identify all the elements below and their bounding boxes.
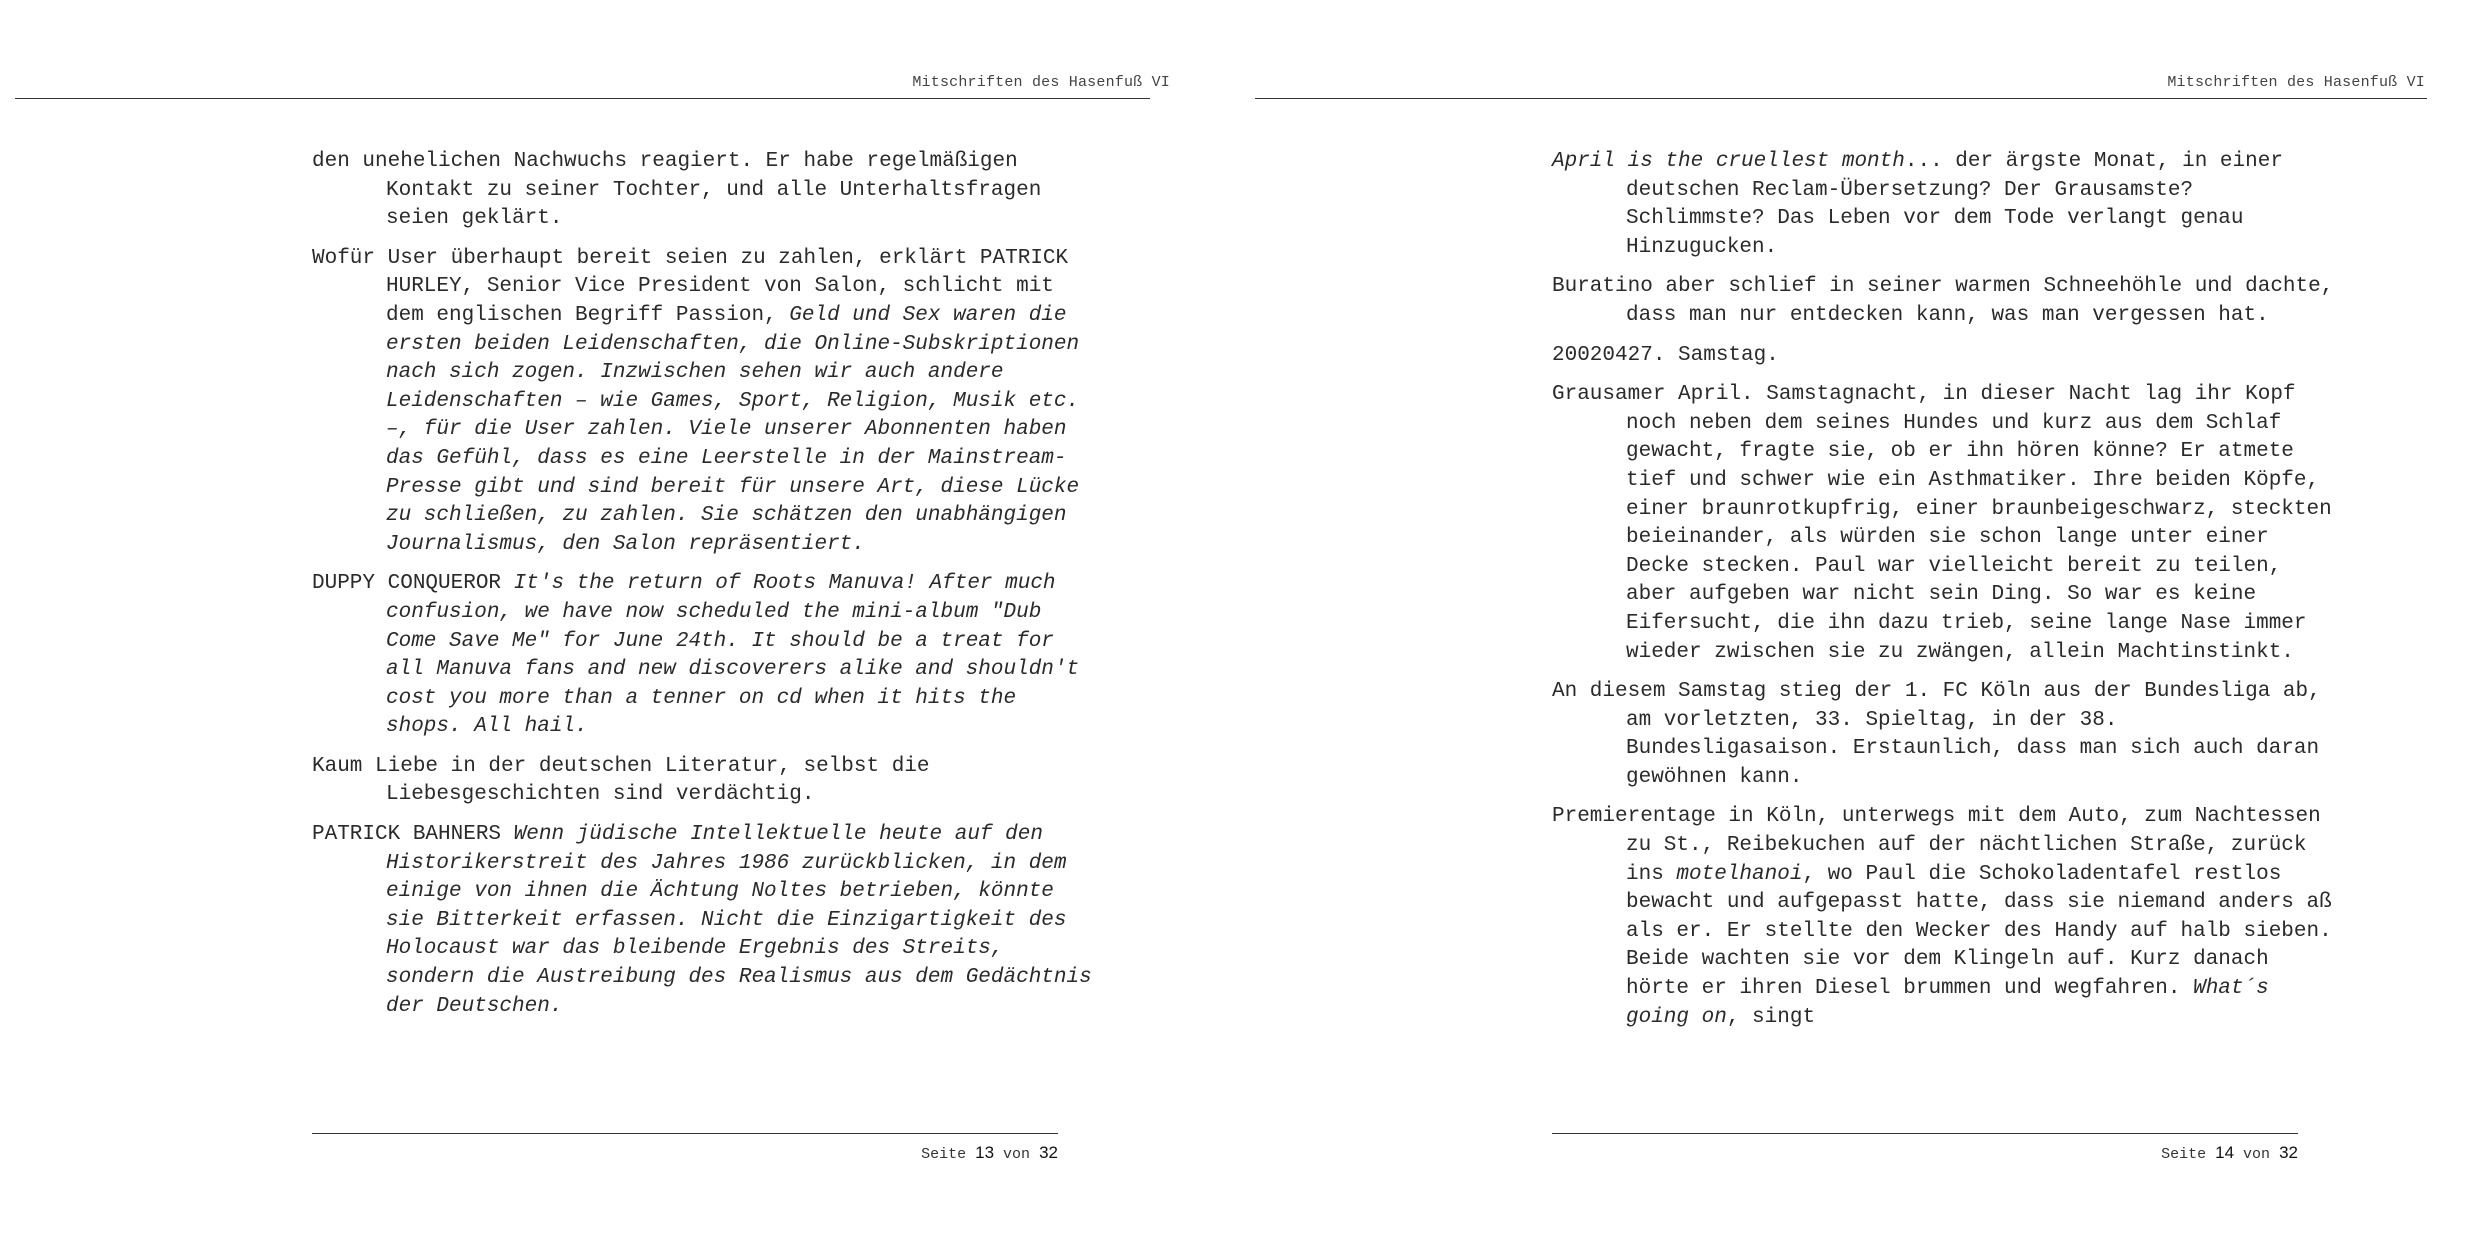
text-segment: den unehelichen Nachwuchs reagiert. Er habe regelmäßigen Kontakt zu seiner Tochter, und alle Unterhaltsfragen seien geklärt. xyxy=(312,150,1042,231)
text-segment: DUPPY CONQUEROR xyxy=(312,572,514,596)
italic-text: April is the cruellest month xyxy=(1552,150,1905,173)
footer-prefix: Seite xyxy=(2161,1146,2207,1163)
text-segment: ... der ärgste Monat, in einer deutschen Reclam-Übersetzung? Der Grausamste? Schlimmste? Das Leben vor dem Tode verlangt genau Hinzugucken. xyxy=(1626,150,2283,259)
footer-rule xyxy=(312,1133,1058,1134)
body-paragraph xyxy=(312,245,1102,560)
text-segment: 20020427. Samstag. xyxy=(1552,343,1779,367)
body-paragraph xyxy=(1552,803,2342,1032)
page-14 xyxy=(1255,0,2480,1240)
body-paragraph xyxy=(312,753,1102,810)
page-number: 14 xyxy=(2215,1143,2235,1162)
italic-text: What´s going on xyxy=(1626,977,2269,1029)
footer-rule xyxy=(1552,1133,2298,1134)
text-segment: Buratino aber schlief in seiner warmen Schneehöhle und dachte, dass man nur entdecken kann, was man vergessen hat. xyxy=(1552,275,2334,327)
body-paragraph xyxy=(1552,273,2342,330)
page-total: 32 xyxy=(1039,1143,1058,1162)
text-segment: An diesem Samstag stieg der 1. FC Köln aus der Bundesliga ab, am vorletzten, 33. Spieltag, in der 38. Bundesligasaison. Erstaunlich, dass man sich auch daran gewöhnen kann. xyxy=(1552,680,2321,789)
body-paragraph xyxy=(312,821,1102,1021)
body-paragraph xyxy=(1552,342,2342,371)
footer-prefix: Seite xyxy=(921,1146,967,1163)
italic-text: Geld und Sex waren die ersten beiden Leidenschaften, die Online-Subskriptionen nach sich zogen. Inzwischen sehen wir auch andere Leidenschaften – wie Games, Sport, Religion, Musik etc. –, für die User zahlen. Viele unserer Abonnenten haben das Gefühl, dass es eine Leerstelle in der Mainstream-Presse gibt und sind bereit für unsere Art, diese Lücke zu schließen, zu zahlen. Sie schätzen den unabhängigen Journalismus, den Salon repräsentiert. xyxy=(386,303,1080,556)
header-rule xyxy=(1255,98,2427,99)
page-total: 32 xyxy=(2279,1143,2298,1162)
page-body xyxy=(1552,148,2342,1043)
page-body xyxy=(312,148,1102,1032)
body-paragraph xyxy=(1552,678,2342,792)
text-segment: , wo Paul die Schokoladentafel restlos bewacht und aufgepasst hatte, dass sie niemand anders aß als er. Er stellte den Wecker des Handy auf halb sieben. Beide wachten sie vor dem Klingeln auf. Kurz danach hörte er ihren Diesel brummen und wegfahren. xyxy=(1626,862,2332,1001)
page-footer xyxy=(1552,1143,2298,1163)
body-paragraph xyxy=(312,148,1102,234)
italic-text: Wenn jüdische Intellektuelle heute auf den Historikerstreit des Jahres 1986 zurückblicken, in dem einige von ihnen die Ächtung Noltes betrieben, könnte sie Bitterkeit erfassen. Nicht die Einzigartigkeit des Holocaust war das bleibende Ergebnis des Streits, sondern die Austreibung des Realismus aus dem Gedächtnis der Deutschen. xyxy=(386,823,1092,1018)
footer-of: von xyxy=(1003,1146,1031,1163)
text-segment: , singt xyxy=(1726,1005,1816,1029)
body-paragraph xyxy=(1552,148,2342,262)
header-rule xyxy=(15,98,1150,99)
text-segment: Wofür User überhaupt bereit seien zu zahlen, erklärt PATRICK HURLEY, Senior Vice President von Salon, schlicht mit dem englischen Begriff Passion, xyxy=(312,246,1069,327)
page-number: 13 xyxy=(975,1143,995,1162)
text-segment: Premierentage in Köln, unterwegs mit dem Auto, zum Nachtessen zu St., Reibekuchen auf der nächtlichen Straße, zurück ins xyxy=(1552,805,2321,886)
text-segment: Kaum Liebe in der deutschen Literatur, selbst die Liebesgeschichten sind verdächtig. xyxy=(312,754,930,807)
italic-text: motelhanoi xyxy=(1676,862,1803,886)
running-head: Mitschriften des Hasenfuß VI xyxy=(912,74,1170,91)
page-footer xyxy=(312,1143,1058,1163)
running-head: Mitschriften des Hasenfuß VI xyxy=(2167,74,2425,91)
italic-text: It's the return of Roots Manuva! After much confusion, we have now scheduled the mini-album "Dub Come Save Me" for June 24th. It should be a treat for all Manuva fans and new discoverers alike and shouldn't cost you more than a tenner on cd when it hits the shops. All hail. xyxy=(386,572,1080,739)
footer-of: von xyxy=(2243,1146,2271,1163)
text-segment: PATRICK BAHNERS xyxy=(312,823,514,847)
body-paragraph xyxy=(1552,381,2342,667)
text-segment: Grausamer April. Samstagnacht, in dieser Nacht lag ihr Kopf noch neben dem seines Hundes und kurz aus dem Schlaf gewacht, fragte sie, ob er ihn hören könne? Er atmete tief und schwer wie ein Asthmatiker. Ihre beiden Köpfe, einer braunrotkupfrig, einer braunbeigeschwarz, steckten beieinander, als würden sie schon lange unter einer Decke stecken. Paul war vielleicht bereit zu teilen, aber aufgeben war nicht sein Ding. So war es keine Eifersucht, die ihn dazu trieb, seine lange Nase immer wieder zwischen sie zu zwängen, allein Machtinstinkt. xyxy=(1552,383,2332,664)
body-paragraph xyxy=(312,570,1102,742)
